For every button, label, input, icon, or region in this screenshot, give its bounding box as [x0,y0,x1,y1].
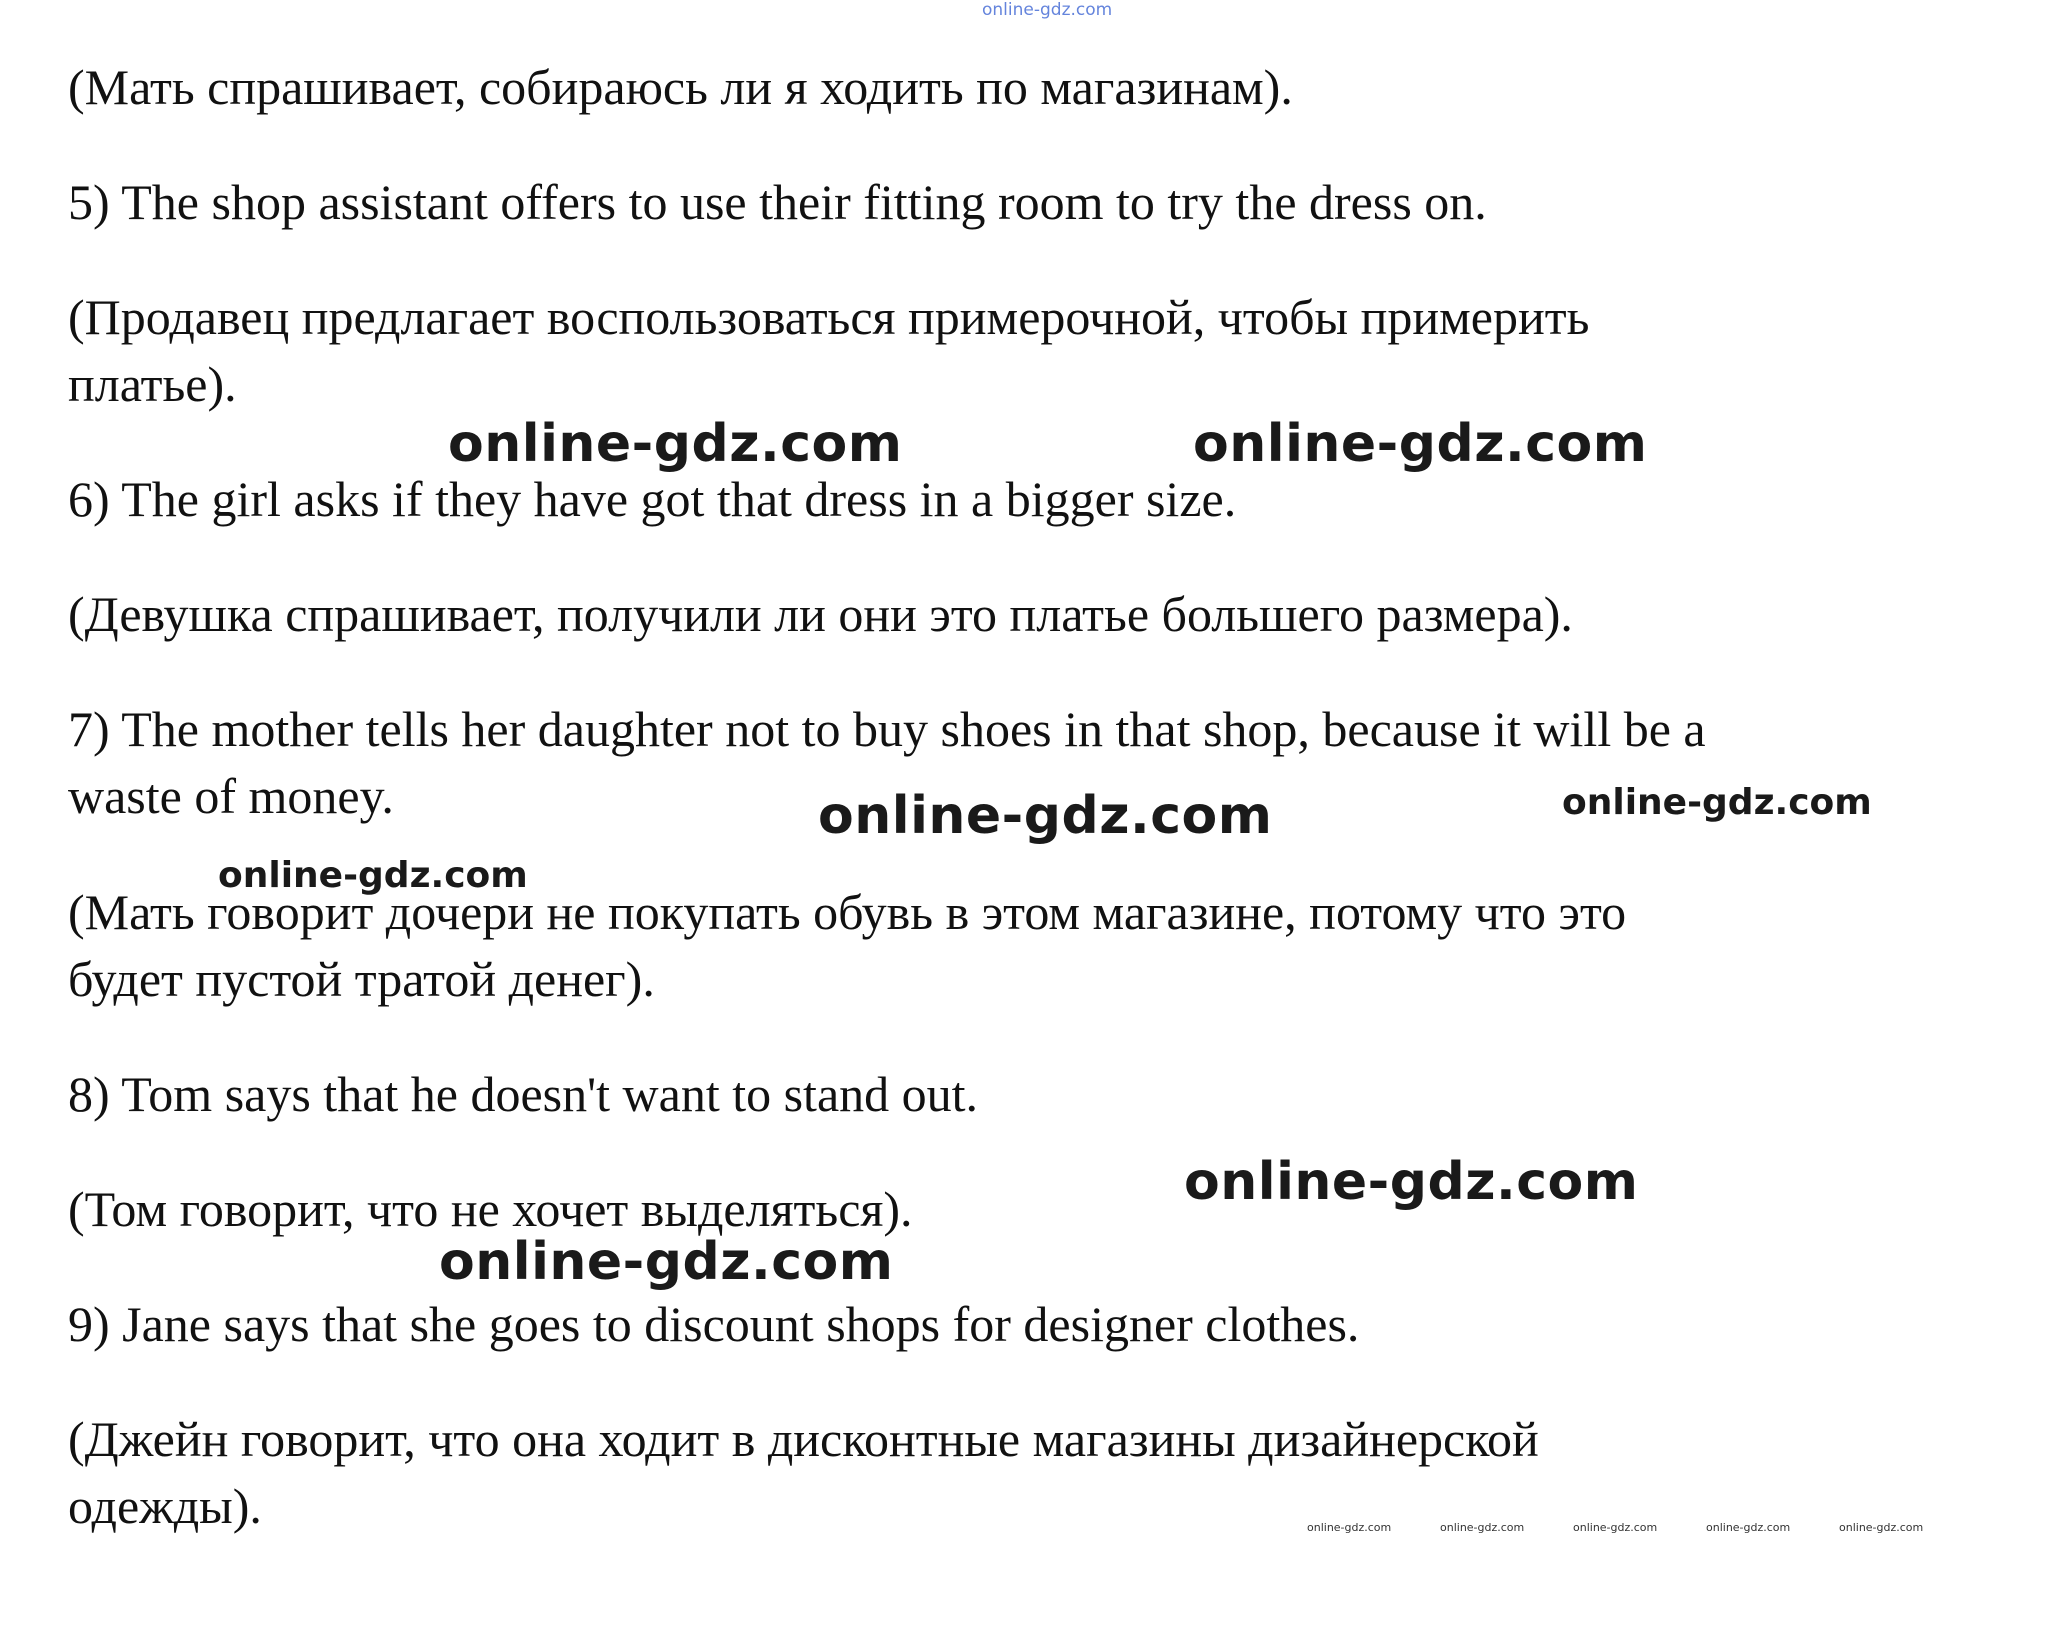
text-line-7: 7) The mother tells her daughter not to buy shoes in that shop, because it will be a [68,701,1706,757]
text-line-1: (Мать спрашивает, собираюсь ли я ходить по магазинам). [68,59,1293,115]
watermark-top: online-gdz.com [982,0,1113,20]
watermark-tiny-1: online-gdz.com [1307,1521,1392,1534]
text-line-5: 6) The girl asks if they have got that dress in a bigger size. [68,471,1237,527]
text-line-9: (Мать говорит дочери не покупать обувь в этом магазине, потому что это [68,884,1627,940]
watermark-tiny-2: online-gdz.com [1440,1521,1525,1534]
text-line-4: платье). [68,356,237,412]
text-line-10: будет пустой тратой денег). [68,951,655,1007]
watermark-2: online-gdz.com [1193,414,1648,474]
watermark-1: online-gdz.com [448,414,903,474]
text-line-15: одежды). [68,1478,262,1534]
text-line-2: 5) The shop assistant offers to use their fitting room to try the dress on. [68,174,1487,230]
text-line-8: waste of money. [68,768,394,824]
text-line-12: (Том говорит, что не хочет выделяться). [68,1181,913,1237]
watermark-4: online-gdz.com [1562,782,1872,823]
watermark-7: online-gdz.com [439,1232,894,1292]
text-line-14: (Джейн говорит, что она ходит в дисконтные магазины дизайнерской [68,1411,1539,1467]
watermark-tiny-5: online-gdz.com [1839,1521,1924,1534]
watermark-tiny-4: online-gdz.com [1706,1521,1791,1534]
text-line-11: 8) Tom says that he doesn't want to stand out. [68,1066,979,1122]
watermark-3: online-gdz.com [818,786,1273,846]
text-line-6: (Девушка спрашивает, получили ли они это платье большего размера). [68,586,1573,642]
watermark-tiny-3: online-gdz.com [1573,1521,1658,1534]
text-line-13: 9) Jane says that she goes to discount shops for designer clothes. [68,1296,1360,1352]
watermark-5: online-gdz.com [218,855,528,896]
watermark-6: online-gdz.com [1184,1152,1639,1212]
text-line-3: (Продавец предлагает воспользоваться примерочной, чтобы примерить [68,289,1590,345]
